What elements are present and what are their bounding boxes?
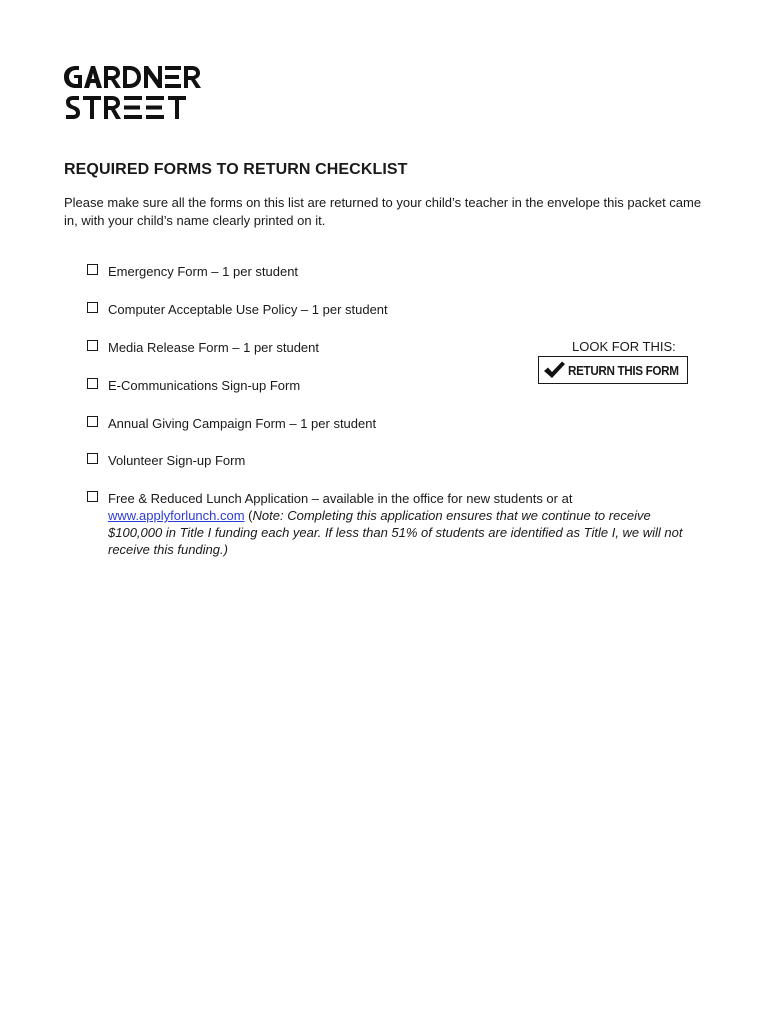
checklist-item-label: Media Release Form – 1 per student [108,340,319,355]
intro-paragraph: Please make sure all the forms on this list are returned to your child’s teacher in the envelope this packet came in, with your child’s name clearly printed on it. [64,195,702,228]
checklist-item-label: E-Communications Sign-up Form [108,378,301,393]
checkbox[interactable] [87,302,98,313]
checklist-item-emergency-form [87,263,707,280]
look-for-label: LOOK FOR THIS: [572,339,676,354]
checkmark-icon [542,360,566,380]
checklist-item-annual-giving-form [87,415,707,432]
checklist-item-label: Annual Giving Campaign Form – 1 per student [108,416,377,431]
checkbox[interactable] [87,416,98,427]
apply-for-lunch-link[interactable]: www.applyforlunch.com [108,508,245,523]
checklist-item-volunteer-form [87,452,707,469]
checklist-item-lunch-application [87,490,707,558]
checkbox[interactable] [87,264,98,275]
checkbox[interactable] [87,453,98,464]
checklist-item-lunch-text [108,490,707,558]
checkbox[interactable] [87,340,98,351]
checklist-item-label: Free & Reduced Lunch Application – available in the office for new students or at [108,491,573,506]
funding-note: Note: Completing this application ensures that we continue to receive $100,000 in Title I funding each year. If less than 51% of students are identified as Title I, we will not receive this funding.) [108,508,683,557]
checklist-item-label: Volunteer Sign-up Form [108,453,246,468]
badge-label: RETURN THIS FORM [568,362,679,378]
checklist-item-computer-use-policy [87,301,707,318]
gardner-street-logo [62,64,208,122]
checkbox[interactable] [87,491,98,502]
checkbox[interactable] [87,378,98,389]
checklist-item-label: Computer Acceptable Use Policy – 1 per student [108,302,388,317]
note-paren: ( [244,508,253,523]
page-title: REQUIRED FORMS TO RETURN CHECKLIST [64,161,408,178]
checklist-item-label: Emergency Form – 1 per student [108,264,299,279]
return-this-form-badge [538,356,688,384]
logo-artwork [62,64,208,122]
